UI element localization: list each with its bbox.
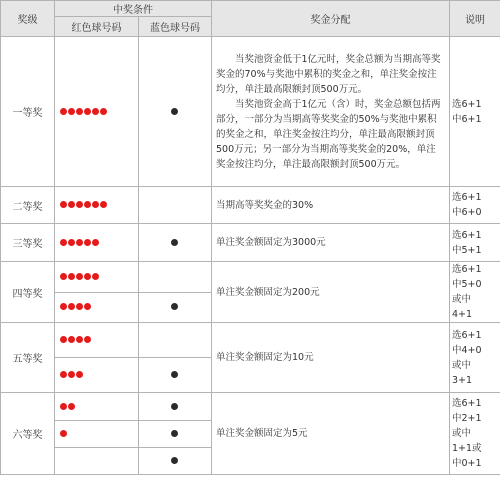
prize-row — [1, 393, 500, 421]
header-conditions: 中奖条件 — [55, 1, 212, 17]
header-red-balls: 红色球号码 — [55, 17, 139, 37]
distribution-text: 当期高等奖奖金的30% — [216, 199, 314, 211]
blue-ball-cell — [139, 262, 212, 293]
red-ball-icon — [76, 201, 83, 208]
note-line: 中5+1 — [452, 244, 482, 256]
distribution-text: 单注奖金额固定为5元 — [216, 428, 308, 439]
red-ball-icon — [92, 108, 99, 115]
red-ball-icon — [60, 403, 67, 410]
header-level: 奖级 — [1, 1, 55, 37]
red-ball-icon — [76, 273, 83, 280]
red-ball-icon — [84, 336, 91, 343]
blue-ball-cell — [139, 224, 212, 262]
red-balls-cell — [55, 262, 139, 293]
note-line: 或中 — [452, 428, 472, 439]
prize-distribution — [212, 187, 450, 224]
red-ball-icon — [60, 371, 67, 378]
note-line: 中5+0 — [452, 279, 482, 290]
prize-row — [1, 37, 500, 187]
distribution-text: 单注奖金额固定为3000元 — [216, 237, 326, 248]
note-line: 选6+1 — [452, 192, 482, 203]
prize-level-name: 五等奖 — [1, 323, 55, 393]
red-ball-icon — [68, 239, 75, 246]
prize-note — [450, 224, 500, 262]
red-ball-icon — [100, 108, 107, 115]
red-ball-icon — [60, 273, 67, 280]
prize-level-name: 三等奖 — [1, 224, 55, 262]
prize-distribution — [212, 393, 450, 475]
red-ball-icon — [68, 336, 75, 343]
prize-note — [450, 37, 500, 187]
red-ball-icon — [76, 336, 83, 343]
prize-row — [1, 187, 500, 224]
red-balls-cell — [55, 292, 139, 323]
red-ball-icon — [68, 273, 75, 280]
prize-note — [450, 262, 500, 323]
prize-distribution — [212, 323, 450, 393]
note-line: 选6+1 — [452, 229, 482, 241]
red-ball-icon — [84, 273, 91, 280]
red-ball-icon — [84, 239, 91, 246]
distribution-text: 单注奖金额固定为10元 — [216, 352, 314, 363]
red-balls-cell — [55, 421, 139, 448]
note-line: 中4+0 — [452, 344, 482, 356]
red-balls-cell — [55, 37, 139, 187]
header-distribution: 奖金分配 — [212, 1, 450, 37]
red-ball-icon — [60, 336, 67, 343]
red-ball-icon — [60, 201, 67, 208]
red-ball-icon — [84, 108, 91, 115]
note-line: 选6+1 — [452, 98, 482, 110]
note-line: 或中 — [452, 359, 472, 371]
note-line: 选6+1 — [452, 329, 482, 341]
prize-level-name: 一等奖 — [1, 37, 55, 187]
red-ball-icon — [76, 303, 83, 310]
red-balls-cell — [55, 448, 139, 475]
prize-row — [1, 262, 500, 293]
prize-level-name: 四等奖 — [1, 262, 55, 323]
blue-ball-icon — [171, 239, 178, 246]
blue-ball-cell — [139, 323, 212, 358]
distribution-text: 单注奖金额固定为200元 — [216, 286, 320, 298]
red-ball-icon — [92, 273, 99, 280]
red-balls-cell — [55, 358, 139, 393]
blue-ball-cell — [139, 358, 212, 393]
red-ball-icon — [84, 303, 91, 310]
red-ball-icon — [60, 108, 67, 115]
blue-ball-cell — [139, 292, 212, 323]
blue-ball-cell — [139, 37, 212, 187]
blue-ball-cell — [139, 421, 212, 448]
blue-ball-icon — [171, 371, 178, 378]
note-line: 1+1或 — [452, 443, 482, 454]
note-line: 选6+1 — [452, 398, 482, 409]
note-line: 中0+1 — [452, 458, 482, 469]
red-ball-icon — [68, 201, 75, 208]
red-ball-icon — [84, 201, 91, 208]
red-ball-icon — [68, 303, 75, 310]
red-ball-icon — [68, 371, 75, 378]
note-line: 3+1 — [452, 374, 473, 386]
prize-distribution — [212, 224, 450, 262]
red-ball-icon — [92, 201, 99, 208]
prize-note — [450, 323, 500, 393]
prize-distribution — [212, 262, 450, 323]
blue-ball-cell — [139, 448, 212, 475]
prize-note — [450, 393, 500, 475]
distribution-text: 当奖池资金高于1亿元（含）时，奖金总额包括两部分，一部分为当期高等奖奖金的50%与奖池中累积的奖金之和，单注奖金按注均分，单注最高限额封顶500万元；另一部分为当期高等奖奖金的20%，单注奖金按注均分，单注最高限额封顶500万元。 — [216, 98, 441, 170]
note-line: 中6+0 — [452, 207, 482, 218]
blue-ball-icon — [171, 430, 178, 437]
red-balls-cell — [55, 393, 139, 421]
blue-ball-cell — [139, 393, 212, 421]
header-note: 说明 — [450, 1, 500, 37]
blue-ball-icon — [171, 108, 178, 115]
prize-row — [1, 224, 500, 262]
red-ball-icon — [60, 239, 67, 246]
note-line: 或中 — [452, 294, 472, 305]
red-ball-icon — [76, 371, 83, 378]
prize-level-name: 二等奖 — [1, 187, 55, 224]
blue-ball-cell — [139, 187, 212, 224]
red-ball-icon — [60, 430, 67, 437]
red-ball-icon — [76, 108, 83, 115]
prize-note — [450, 187, 500, 224]
red-ball-icon — [68, 403, 75, 410]
red-balls-cell — [55, 224, 139, 262]
red-balls-cell — [55, 323, 139, 358]
prize-distribution — [212, 37, 450, 187]
red-ball-icon — [100, 201, 107, 208]
note-line: 4+1 — [452, 309, 473, 320]
header-blue-balls: 蓝色球号码 — [139, 17, 212, 37]
red-balls-cell — [55, 187, 139, 224]
red-ball-icon — [92, 239, 99, 246]
note-line: 中6+1 — [452, 113, 482, 125]
distribution-text: 当奖池资金低于1亿元时，奖金总额为当期高等奖奖金的70%与奖池中累积的奖金之和，单注奖金按注均分，单注最高限额封顶500万元。 — [216, 53, 441, 95]
note-line: 中2+1 — [452, 413, 482, 424]
red-ball-icon — [60, 303, 67, 310]
prize-level-name: 六等奖 — [1, 393, 55, 475]
red-ball-icon — [68, 108, 75, 115]
prize-row — [1, 323, 500, 358]
blue-ball-icon — [171, 403, 178, 410]
blue-ball-icon — [171, 457, 178, 464]
red-ball-icon — [76, 239, 83, 246]
note-line: 选6+1 — [452, 264, 482, 275]
blue-ball-icon — [171, 303, 178, 310]
